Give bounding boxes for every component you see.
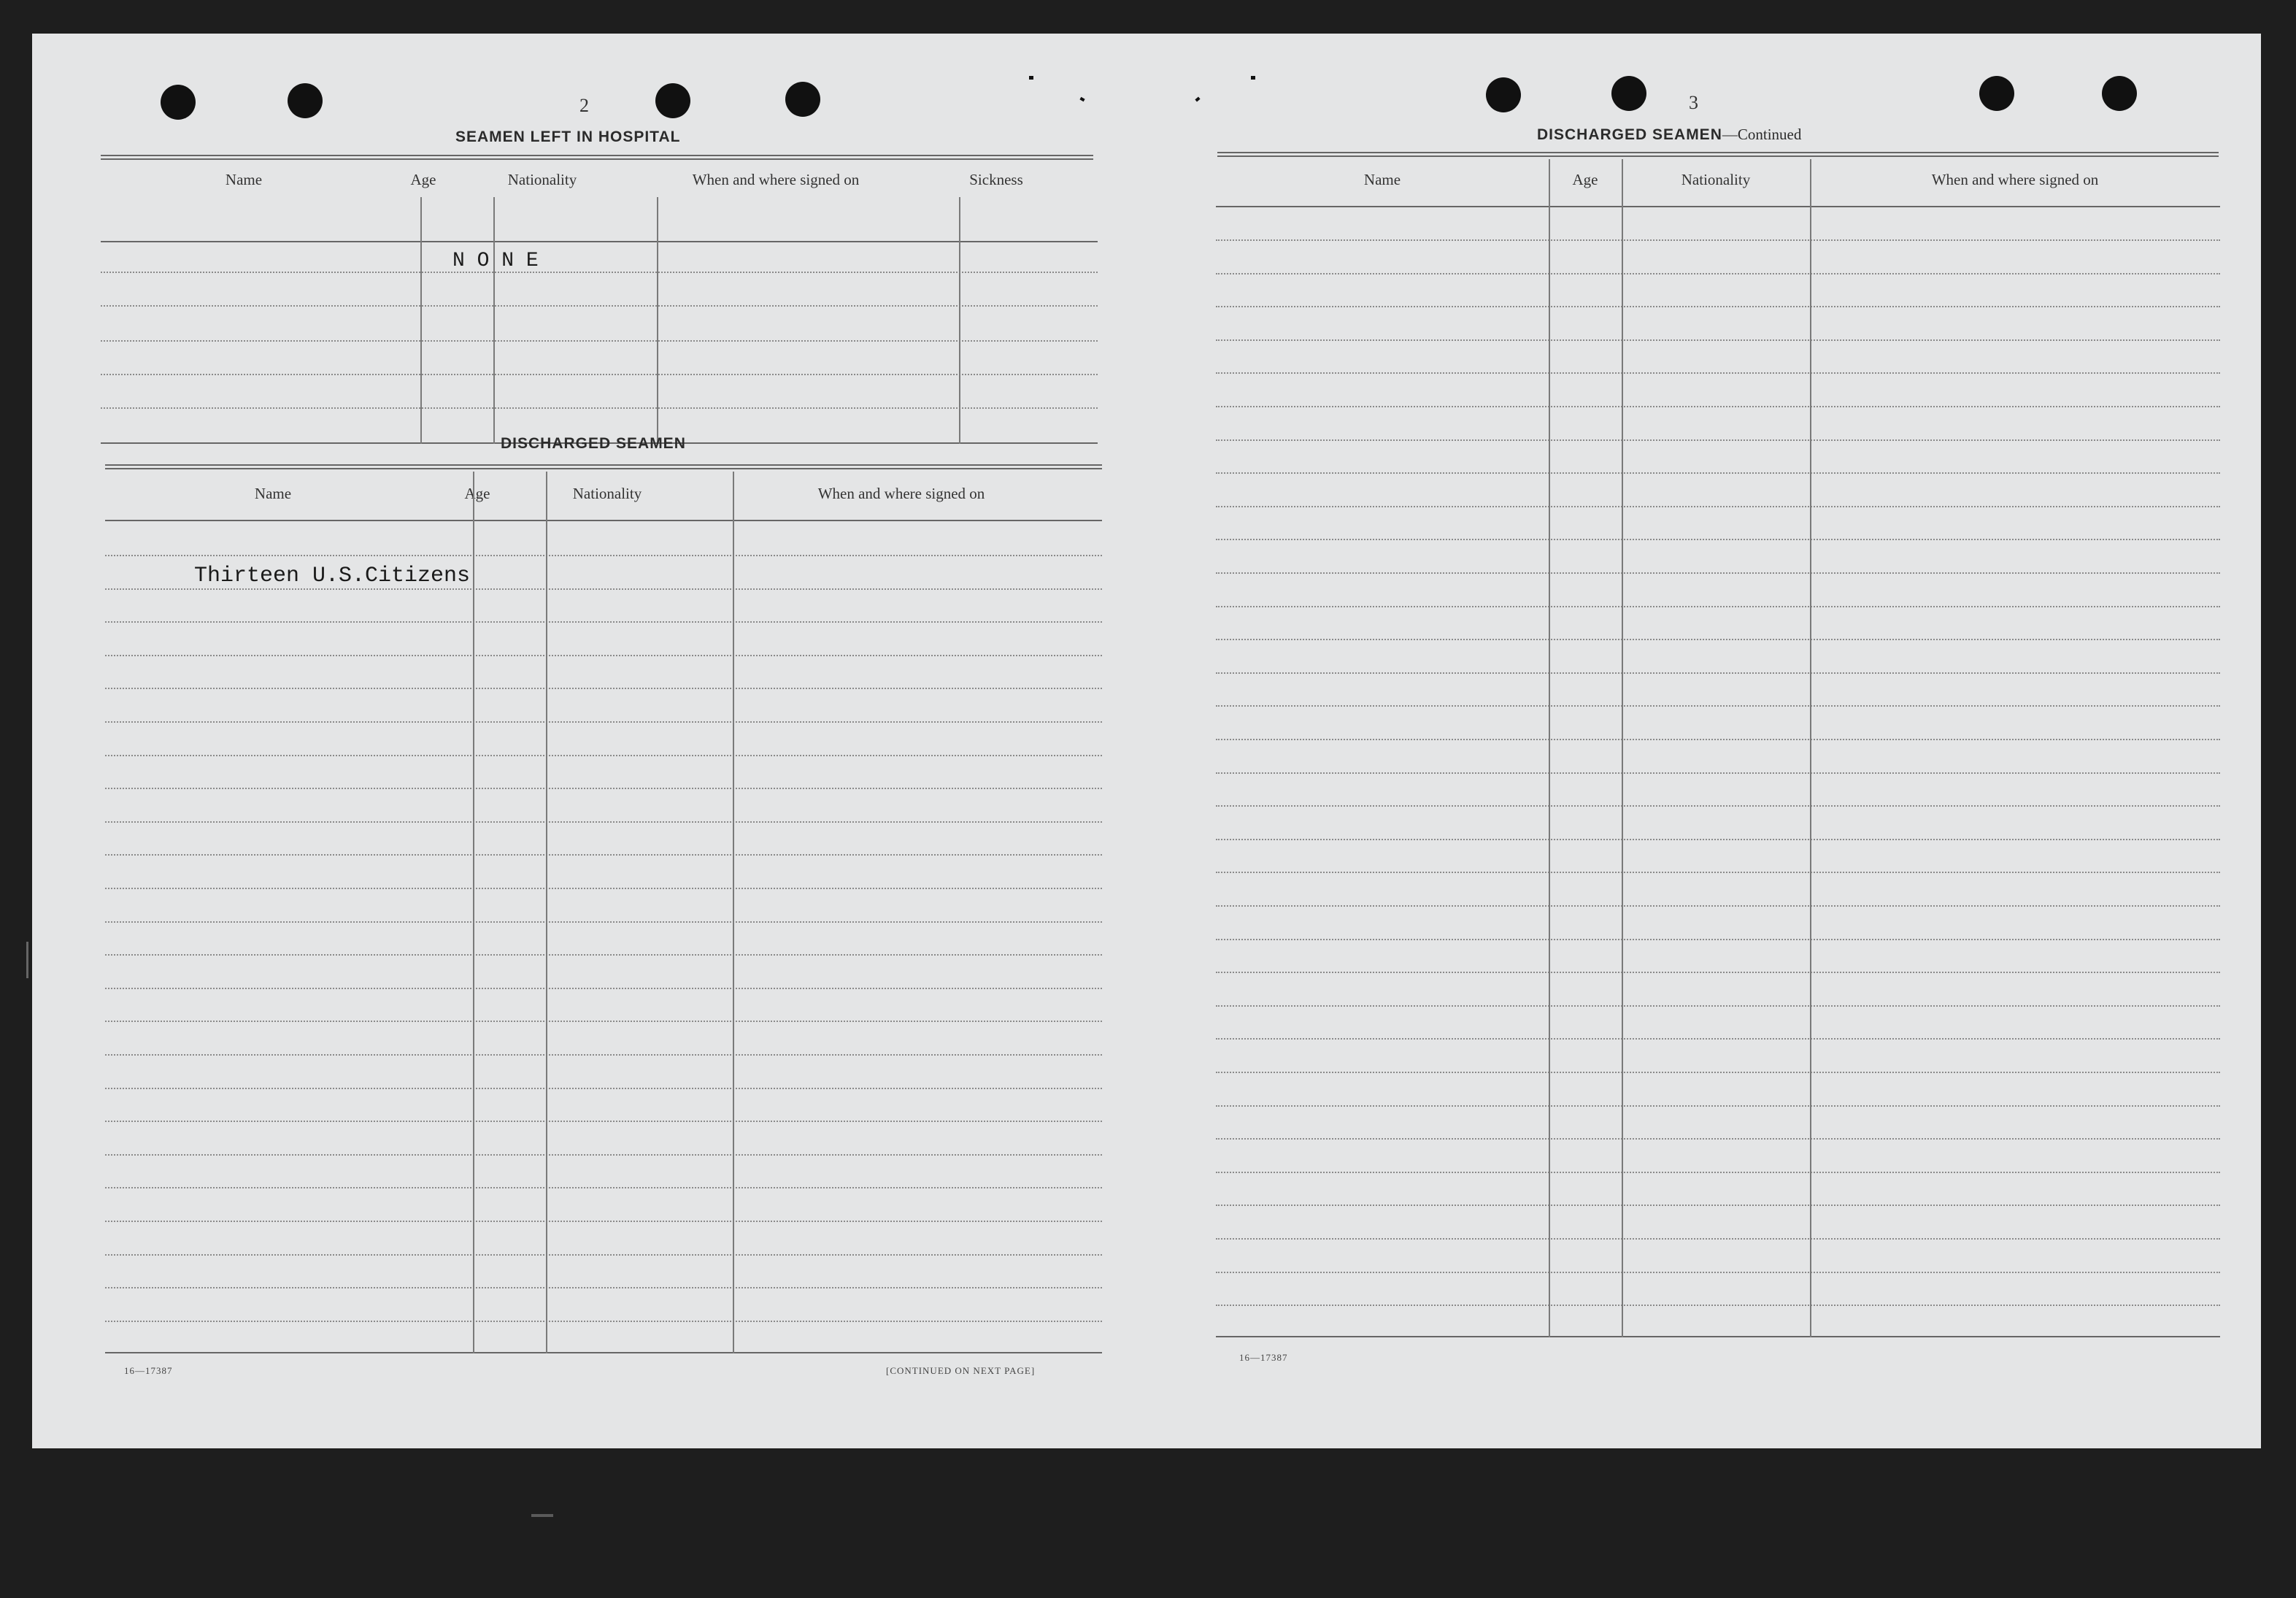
dotted-row-line: [1216, 939, 2220, 940]
dotted-row-line: [1216, 1105, 2220, 1107]
dotted-row-line: [1216, 1072, 2220, 1073]
dotted-row-line: [105, 1187, 1102, 1188]
column-header-name: Name: [254, 485, 292, 502]
dotted-row-line: [1216, 606, 2220, 607]
dotted-row-line: [105, 721, 1102, 723]
dotted-row-line: [1216, 1005, 2220, 1007]
punch-hole: [288, 83, 323, 118]
column-header-signed-on: When and where signed on: [817, 485, 985, 502]
punch-hole: [1611, 76, 1646, 111]
form-number: 16—17387: [124, 1365, 173, 1376]
form-number: 16—17387: [1239, 1352, 1288, 1363]
continued-note: [CONTINUED ON NEXT PAGE]: [886, 1365, 1036, 1376]
dotted-row-line: [1216, 839, 2220, 840]
dotted-row-line: [105, 1054, 1102, 1056]
dotted-row-line: [1216, 905, 2220, 907]
discharged-section-title: DISCHARGED SEAMEN: [501, 435, 686, 452]
dotted-row-line: [105, 921, 1102, 923]
discharged-entry: Thirteen U.S.Citizens: [194, 564, 471, 588]
dotted-row-line: [1216, 1272, 2220, 1273]
header-rule: [1216, 206, 2220, 207]
binding-mark: [1195, 97, 1200, 102]
hospital-section-title: SEAMEN LEFT IN HOSPITAL: [455, 128, 681, 145]
page-number: 3: [1689, 92, 1698, 113]
dotted-row-line: [101, 374, 1098, 375]
dotted-row-line: [1216, 339, 2220, 341]
punch-hole: [1486, 77, 1521, 112]
column-divider: [733, 472, 734, 1353]
dotted-row-line: [1216, 772, 2220, 774]
dotted-row-line: [105, 1088, 1102, 1089]
hospital-table: [101, 162, 1098, 445]
punch-hole: [161, 85, 196, 120]
binding-mark: [1079, 97, 1085, 101]
section-rule: [105, 464, 1102, 469]
section-rule: [1217, 152, 2219, 157]
dotted-row-line: [1216, 972, 2220, 973]
column-divider: [1549, 159, 1550, 1337]
column-header-name: Name: [225, 171, 263, 188]
column-header-signed-on: When and where signed on: [1931, 171, 2099, 188]
dotted-row-line: [105, 854, 1102, 856]
discharged-table: [105, 472, 1102, 1362]
punch-hole: [655, 83, 690, 118]
dotted-row-line: [1216, 372, 2220, 374]
dotted-row-line: [105, 1254, 1102, 1256]
column-divider: [1810, 159, 1811, 1337]
dotted-row-line: [105, 954, 1102, 956]
dotted-row-line: [1216, 1238, 2220, 1240]
binding-mark: [1029, 76, 1033, 80]
table-bottom-rule: [105, 1352, 1102, 1353]
discharged-continued-title: [1537, 126, 1801, 144]
dotted-row-line: [1216, 406, 2220, 407]
column-header-nationality: Nationality: [1681, 171, 1751, 188]
dotted-row-line: [1216, 705, 2220, 707]
punch-hole: [1979, 76, 2014, 111]
dotted-row-line: [105, 655, 1102, 656]
dotted-row-line: [105, 1287, 1102, 1288]
dotted-row-line: [1216, 539, 2220, 540]
binding-mark: [1251, 76, 1255, 80]
page-number: 2: [579, 95, 589, 116]
dotted-row-line: [1216, 805, 2220, 807]
column-divider: [1622, 159, 1623, 1337]
header-rule: [105, 520, 1102, 521]
dotted-row-line: [105, 621, 1102, 623]
column-header-signed-on: When and where signed on: [692, 171, 860, 188]
column-header-age: Age: [1572, 171, 1598, 188]
dotted-row-line: [1216, 1305, 2220, 1306]
dotted-row-line: [105, 1121, 1102, 1122]
dotted-row-line: [1216, 273, 2220, 274]
table-bottom-rule: [1216, 1336, 2220, 1337]
dotted-row-line: [1216, 639, 2220, 640]
dotted-row-line: [1216, 306, 2220, 307]
dotted-row-line: [105, 1321, 1102, 1322]
column-divider: [420, 197, 422, 444]
dotted-row-line: [1216, 1205, 2220, 1206]
hospital-entry: N O N E: [452, 250, 539, 272]
dotted-row-line: [1216, 1038, 2220, 1040]
column-header-age: Age: [464, 485, 490, 502]
column-header-age: Age: [410, 171, 436, 188]
dotted-row-line: [105, 988, 1102, 989]
scan-margin-mark: [26, 942, 33, 978]
dotted-row-line: [1216, 239, 2220, 241]
dotted-row-line: [1216, 572, 2220, 574]
dotted-row-line: [1216, 739, 2220, 740]
title-suffix: —Continued: [1722, 126, 1802, 143]
column-header-name: Name: [1363, 171, 1401, 188]
dotted-row-line: [101, 340, 1098, 342]
dotted-row-line: [105, 1021, 1102, 1022]
column-header-nationality: Nationality: [507, 171, 577, 188]
column-divider: [493, 197, 495, 444]
dotted-row-line: [1216, 1138, 2220, 1140]
dotted-row-line: [105, 821, 1102, 823]
column-divider: [959, 197, 960, 444]
document-sheet: [32, 34, 2261, 1448]
dotted-row-line: [105, 1221, 1102, 1222]
dotted-row-line: [105, 888, 1102, 889]
dotted-row-line: [1216, 506, 2220, 507]
dotted-row-line: [101, 305, 1098, 307]
section-rule: [101, 155, 1093, 160]
title-text: DISCHARGED SEAMEN: [1537, 126, 1722, 143]
column-divider: [657, 197, 658, 444]
dotted-row-line: [1216, 472, 2220, 474]
header-rule: [101, 241, 1098, 242]
column-divider: [473, 472, 474, 1353]
dotted-row-line: [1216, 1172, 2220, 1173]
dotted-row-line: [105, 755, 1102, 756]
dotted-row-line: [101, 272, 1098, 273]
dotted-row-line: [105, 788, 1102, 789]
discharged-continued-table: [1216, 159, 2220, 1342]
scan-margin-mark: [531, 1514, 553, 1517]
dotted-row-line: [105, 688, 1102, 689]
dotted-row-line: [105, 555, 1102, 556]
punch-hole: [2102, 76, 2137, 111]
punch-hole: [785, 82, 820, 117]
dotted-row-line: [101, 407, 1098, 409]
column-header-sickness: Sickness: [969, 171, 1023, 188]
dotted-row-line: [105, 1154, 1102, 1156]
column-divider: [546, 472, 547, 1353]
column-header-nationality: Nationality: [572, 485, 642, 502]
dotted-row-line: [1216, 672, 2220, 674]
dotted-row-line: [1216, 439, 2220, 441]
dotted-row-line: [1216, 872, 2220, 873]
